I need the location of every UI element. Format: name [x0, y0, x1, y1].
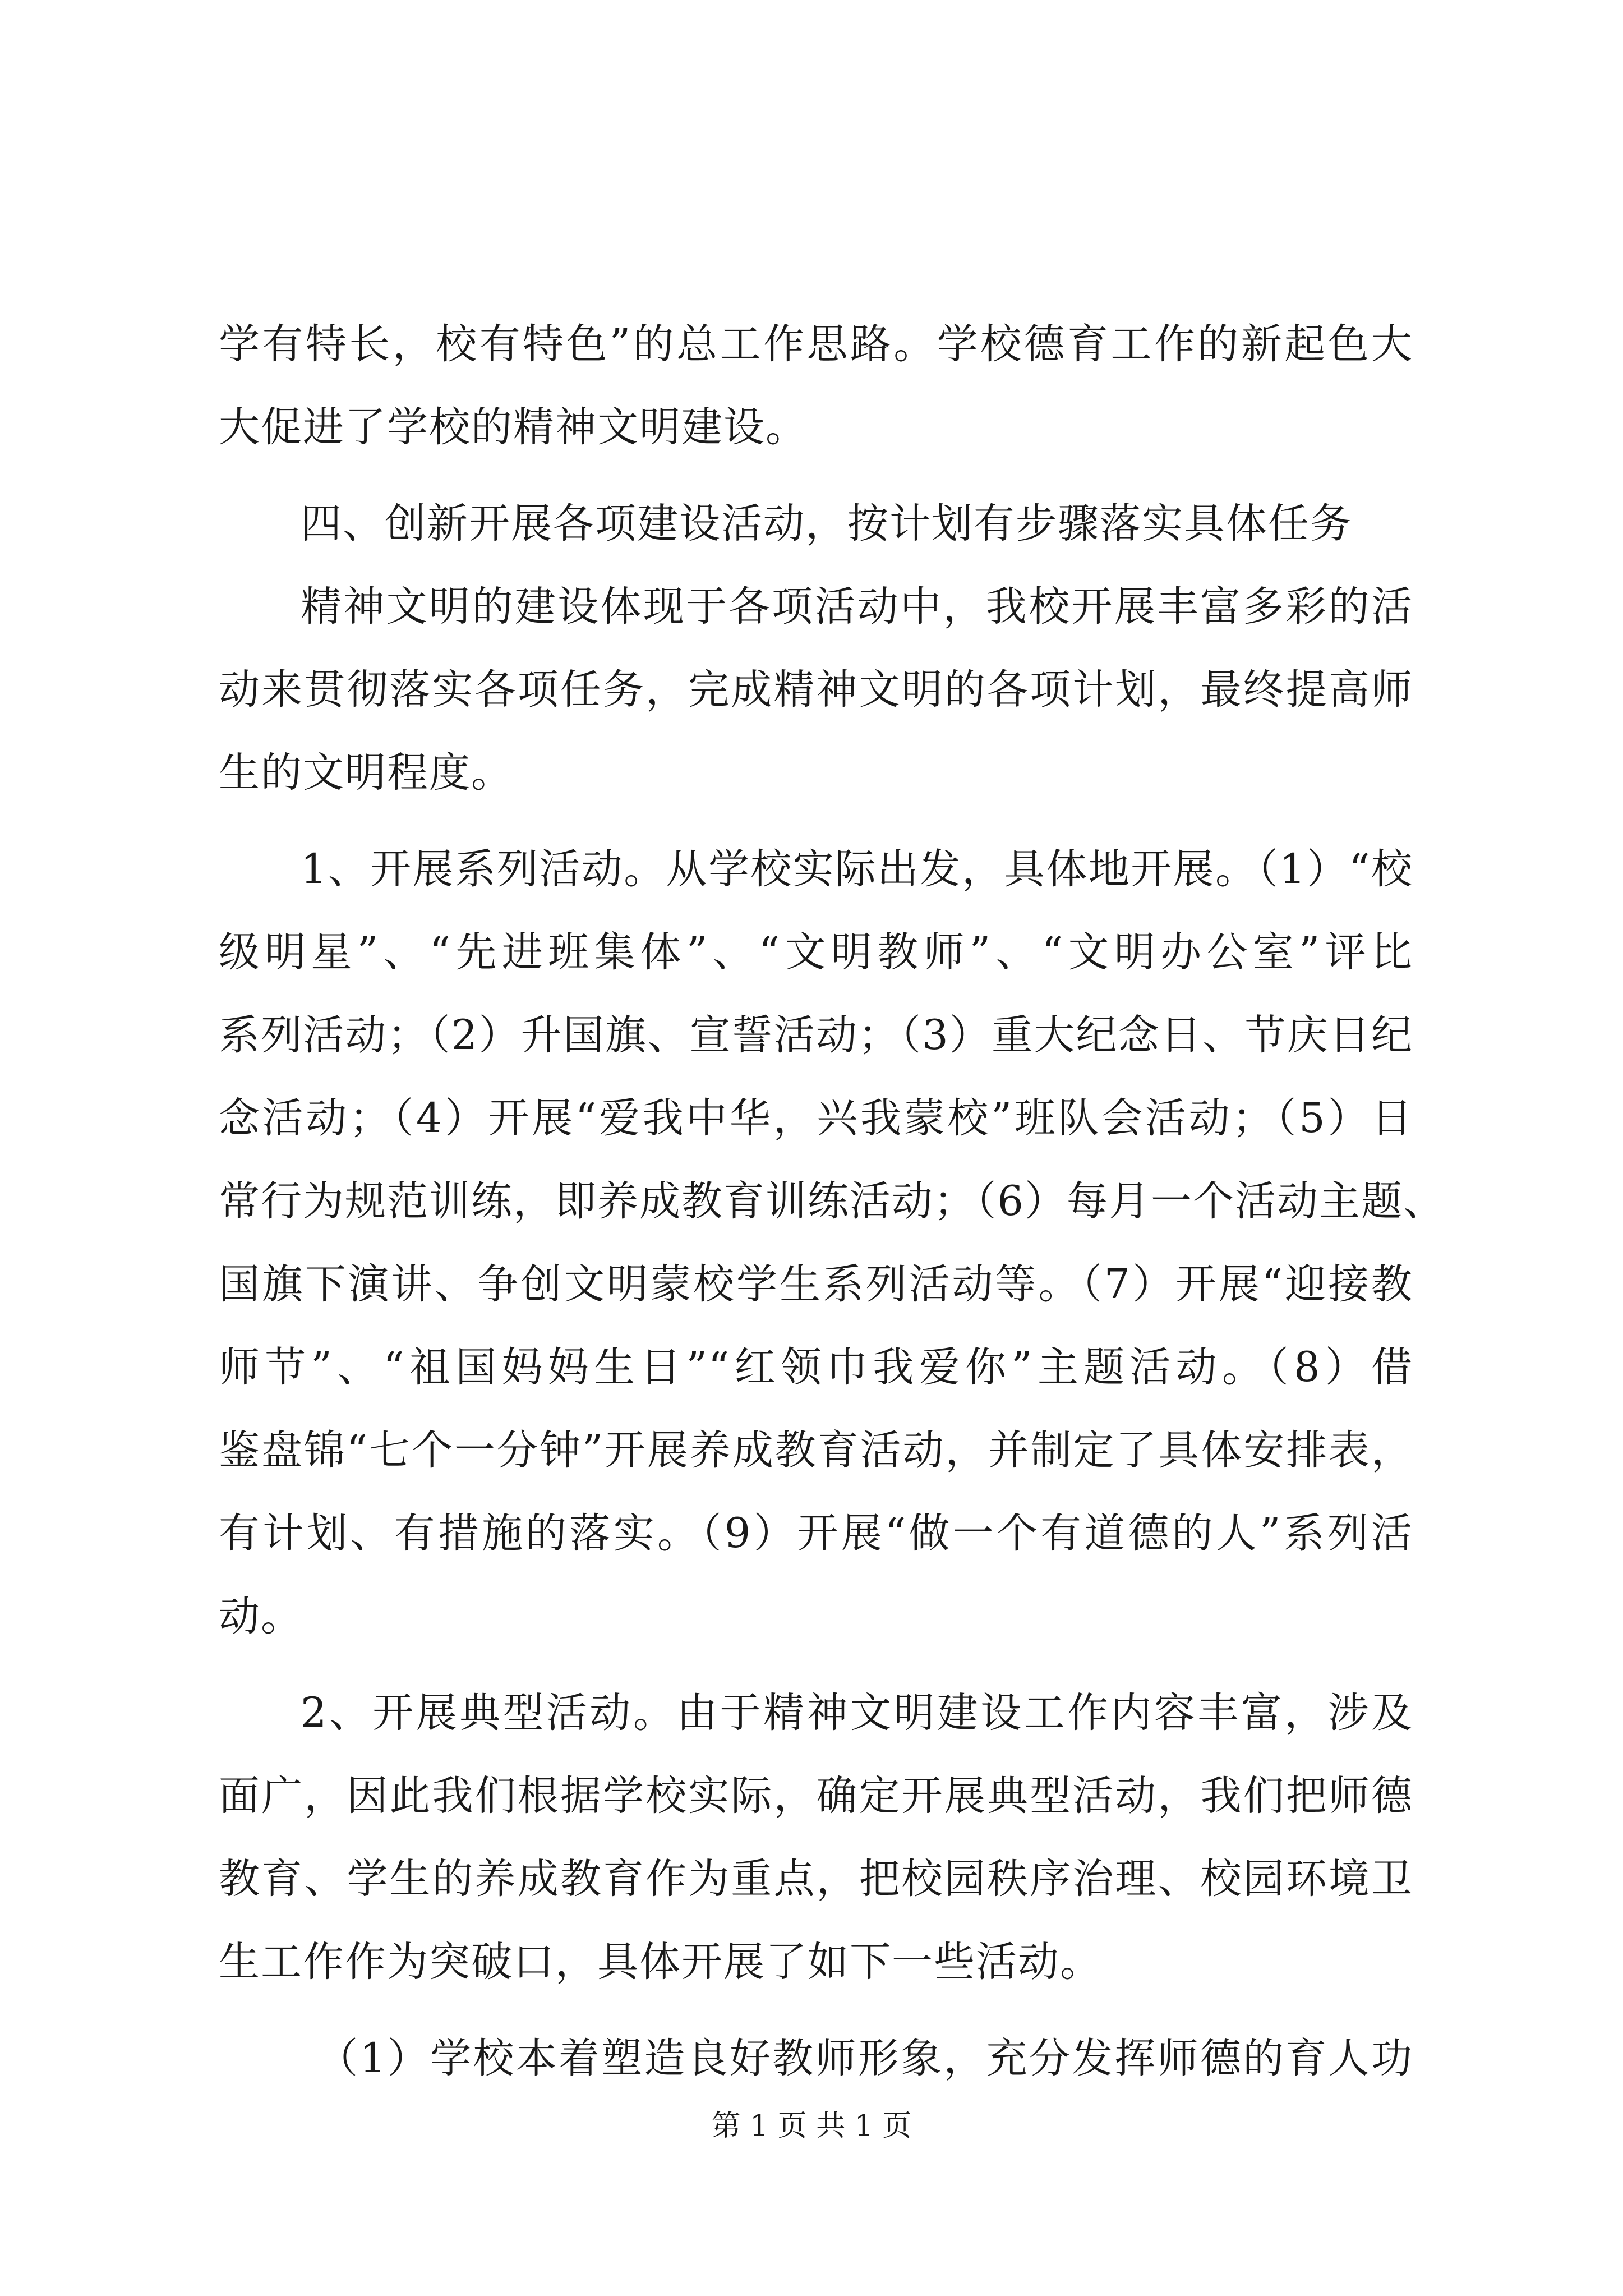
text-line: 生工作作为突破口，具体开展了如下一些活动。 [219, 1938, 1102, 1986]
text-line: 常行为规范训练，即养成教育训练活动；（6）每月一个活动主题、 [219, 1177, 1445, 1225]
text-line: 精神文明的建设体现于各项活动中，我校开展丰富多彩的活 [301, 583, 1413, 631]
text-line: 面广，因此我们根据学校实际，确定开展典型活动，我们把师德 [219, 1772, 1413, 1820]
text-line: 国旗下演讲、争创文明蒙校学生系列活动等。（7）开展“迎接教 [219, 1260, 1413, 1308]
text-line: 师节”、“祖国妈妈生日”“红领巾我爱你”主题活动。（8）借 [219, 1343, 1413, 1391]
text-line: 动来贯彻落实各项任务，完成精神文明的各项计划，最终提高师 [219, 666, 1413, 714]
text-line: 1、开展系列活动。从学校实际出发，具体地开展。（1）“校 [301, 845, 1413, 893]
text-line: 大促进了学校的精神文明建设。 [219, 403, 808, 451]
text-line: 鉴盘锦“七个一分钟”开展养成教育活动，并制定了具体安排表， [219, 1427, 1413, 1474]
page-number-footer: 第 1 页 共 1 页 [711, 2109, 912, 2143]
text-line: 2、开展典型活动。由于精神文明建设工作内容丰富，涉及 [301, 1689, 1413, 1737]
text-line: 动。 [219, 1593, 303, 1640]
text-line: 有计划、有措施的落实。（9）开展“做一个有道德的人”系列活 [219, 1510, 1413, 1557]
document-body [219, 303, 1445, 2100]
section-heading: 四、创新开展各项建设活动，按计划有步骤落实具体任务 [301, 500, 1352, 547]
text-line: 生的文明程度。 [219, 749, 513, 797]
text-line: 系列活动；（2）升国旗、宣誓活动；（3）重大纪念日、节庆日纪 [219, 1011, 1413, 1059]
text-line: 级明星”、“先进班集体”、“文明教师”、“文明办公室”评比 [219, 928, 1413, 976]
text-line: 学有特长，校有特色”的总工作思路。学校德育工作的新起色大 [219, 320, 1413, 368]
text-line: 教育、学生的养成教育作为重点，把校园秩序治理、校园环境卫 [219, 1855, 1413, 1903]
text-line: 念活动；（4）开展“爱我中华，兴我蒙校”班队会活动；（5）日 [219, 1094, 1413, 1142]
text-line: （1）学校本着塑造良好教师形象，充分发挥师德的育人功 [317, 2035, 1413, 2082]
